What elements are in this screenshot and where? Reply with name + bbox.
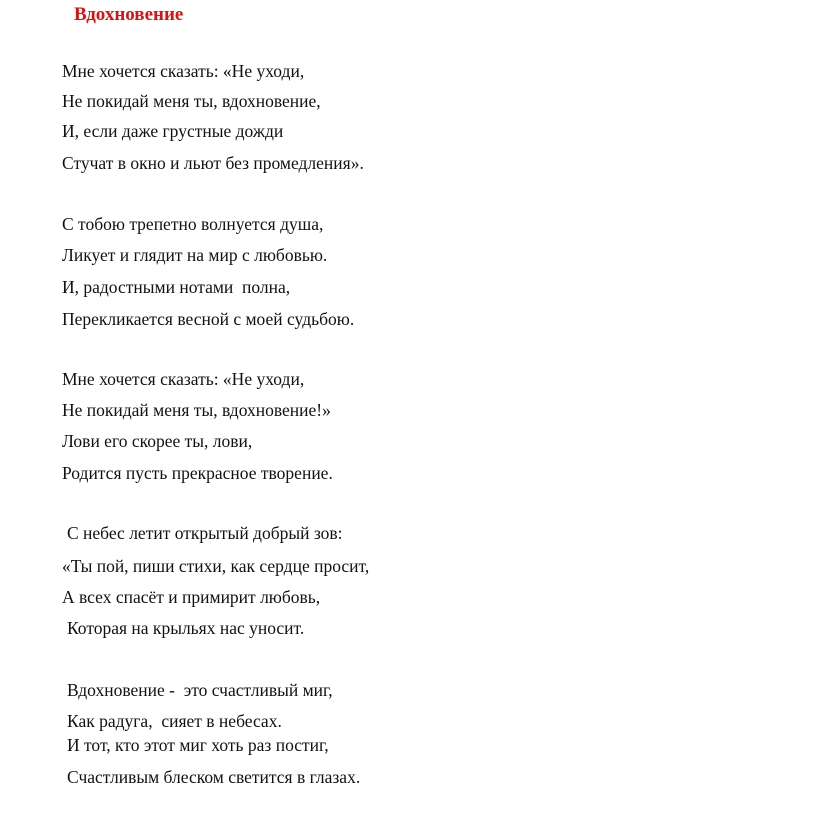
poem-line: А всех спасёт и примирит любовь, bbox=[62, 587, 321, 607]
poem-line: Как радуга, сияет в небесах. bbox=[67, 711, 282, 731]
poem-line: Мне хочется сказать: «Не уходи, bbox=[62, 369, 305, 389]
poem-line: Стучат в окно и льют без промедления». bbox=[62, 153, 364, 173]
poem-line: И, если даже грустные дожди bbox=[62, 121, 284, 141]
poem-line: Не покидай меня ты, вдохновение, bbox=[62, 91, 321, 111]
poem-line: Вдохновение - это счастливый миг, bbox=[67, 680, 333, 700]
poem-line: И, радостными нотами полна, bbox=[62, 277, 291, 297]
poem-title: Вдохновение bbox=[74, 4, 184, 25]
poem-line: Не покидай меня ты, вдохновение!» bbox=[62, 400, 331, 420]
poem-line: С небес летит открытый добрый зов: bbox=[67, 523, 343, 543]
poem-line: Ликует и глядит на мир с любовью. bbox=[62, 245, 328, 265]
poem-line: С тобою трепетно волнуется душа, bbox=[62, 214, 324, 234]
poem-line: И тот, кто этот миг хоть раз постиг, bbox=[67, 735, 329, 755]
poem-line: Лови его скорее ты, лови, bbox=[62, 431, 253, 451]
poem-line: «Ты пой, пиши стихи, как сердце просит, bbox=[62, 556, 370, 576]
poem-line: Мне хочется сказать: «Не уходи, bbox=[62, 61, 305, 81]
poem-line: Которая на крыльях нас уносит. bbox=[67, 618, 305, 638]
poem-line: Перекликается весной с моей судьбою. bbox=[62, 309, 355, 329]
poem-line: Счастливым блеском светится в глазах. bbox=[67, 767, 361, 787]
poem-line: Родится пусть прекрасное творение. bbox=[62, 463, 333, 483]
